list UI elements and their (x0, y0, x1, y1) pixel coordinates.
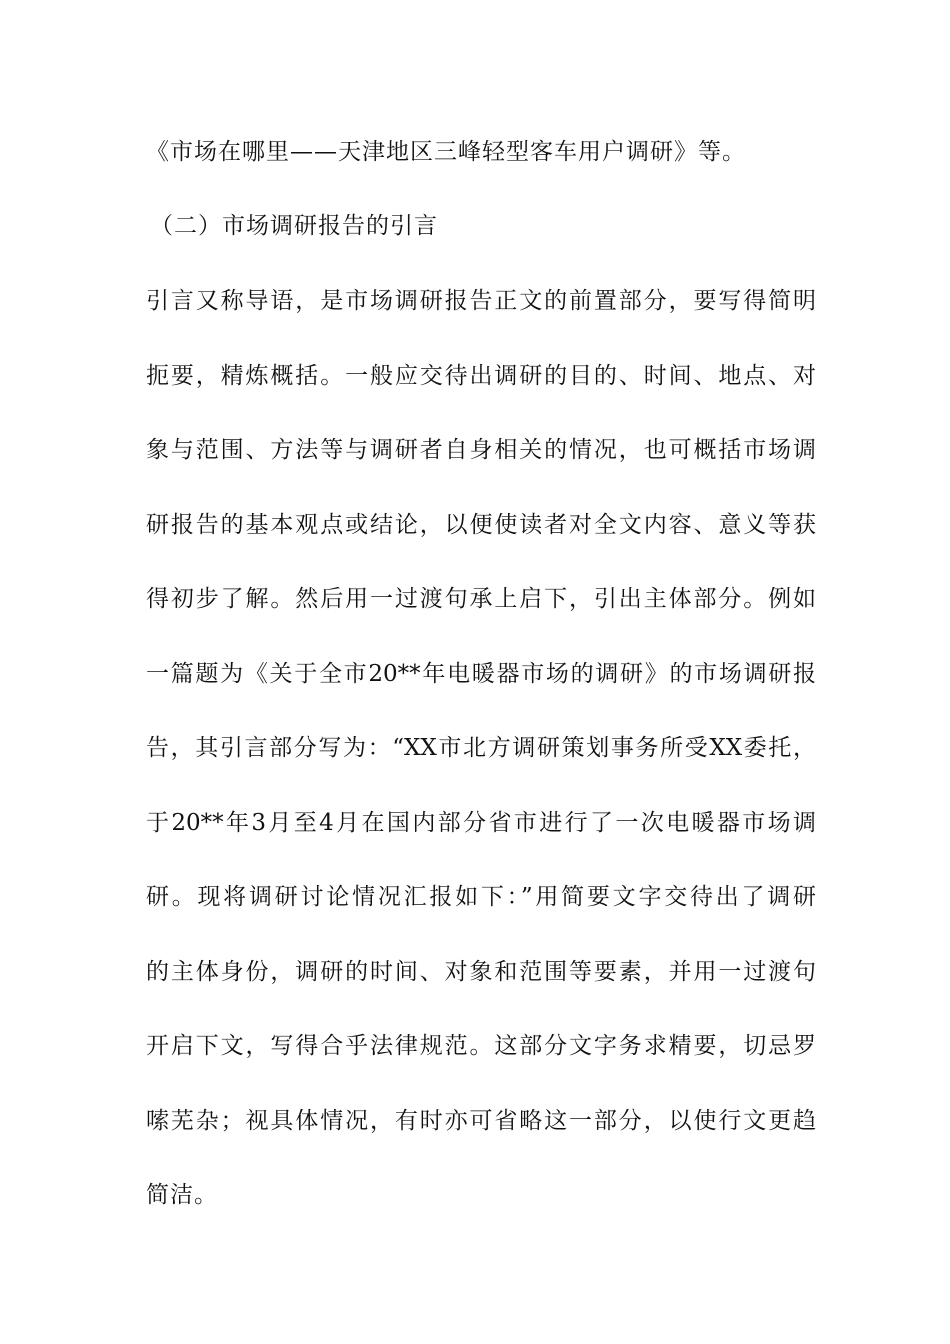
text-line-14: 嗦芜杂；视具体情况，有时亦可省略这一部分，以使行文更趋 (146, 1108, 816, 1134)
text-line-10: 于20**年3月至4月在国内部分省市进行了一次电暖器市场调 (146, 810, 816, 836)
text-line-5: 象与范围、方法等与调研者自身相关的情况，也可概括市场调 (146, 437, 816, 463)
text-line-4: 扼要，精炼概括。一般应交待出调研的目的、时间、地点、对 (146, 363, 816, 389)
text-line-1: 《市场在哪里——天津地区三峰轻型客车用户调研》等。 (146, 139, 746, 165)
text-line-7: 得初步了解。然后用一过渡句承上启下，引出主体部分。例如 (146, 586, 816, 612)
text-line-6: 研报告的基本观点或结论，以便使读者对全文内容、意义等获 (146, 512, 816, 538)
text-line-12: 的主体身份，调研的时间、对象和范围等要素，并用一过渡句 (146, 959, 816, 985)
text-line-9: 告，其引言部分写为：“XX市北方调研策划事务所受XX委托， (146, 735, 816, 761)
text-line-11: 研。现将调研讨论情况汇报如下：”用简要文字交待出了调研 (146, 884, 816, 910)
text-line-15: 简洁。 (146, 1182, 218, 1208)
text-line-3: 引言又称导语，是市场调研报告正文的前置部分，要写得简明 (146, 288, 816, 314)
text-line-13: 开启下文，写得合乎法律规范。这部分文字务求精要，切忌罗 (146, 1033, 816, 1059)
text-line-8: 一篇题为《关于全市20**年电暖器市场的调研》的市场调研报 (146, 661, 816, 687)
section-heading: （二）市场调研报告的引言 (150, 213, 438, 239)
